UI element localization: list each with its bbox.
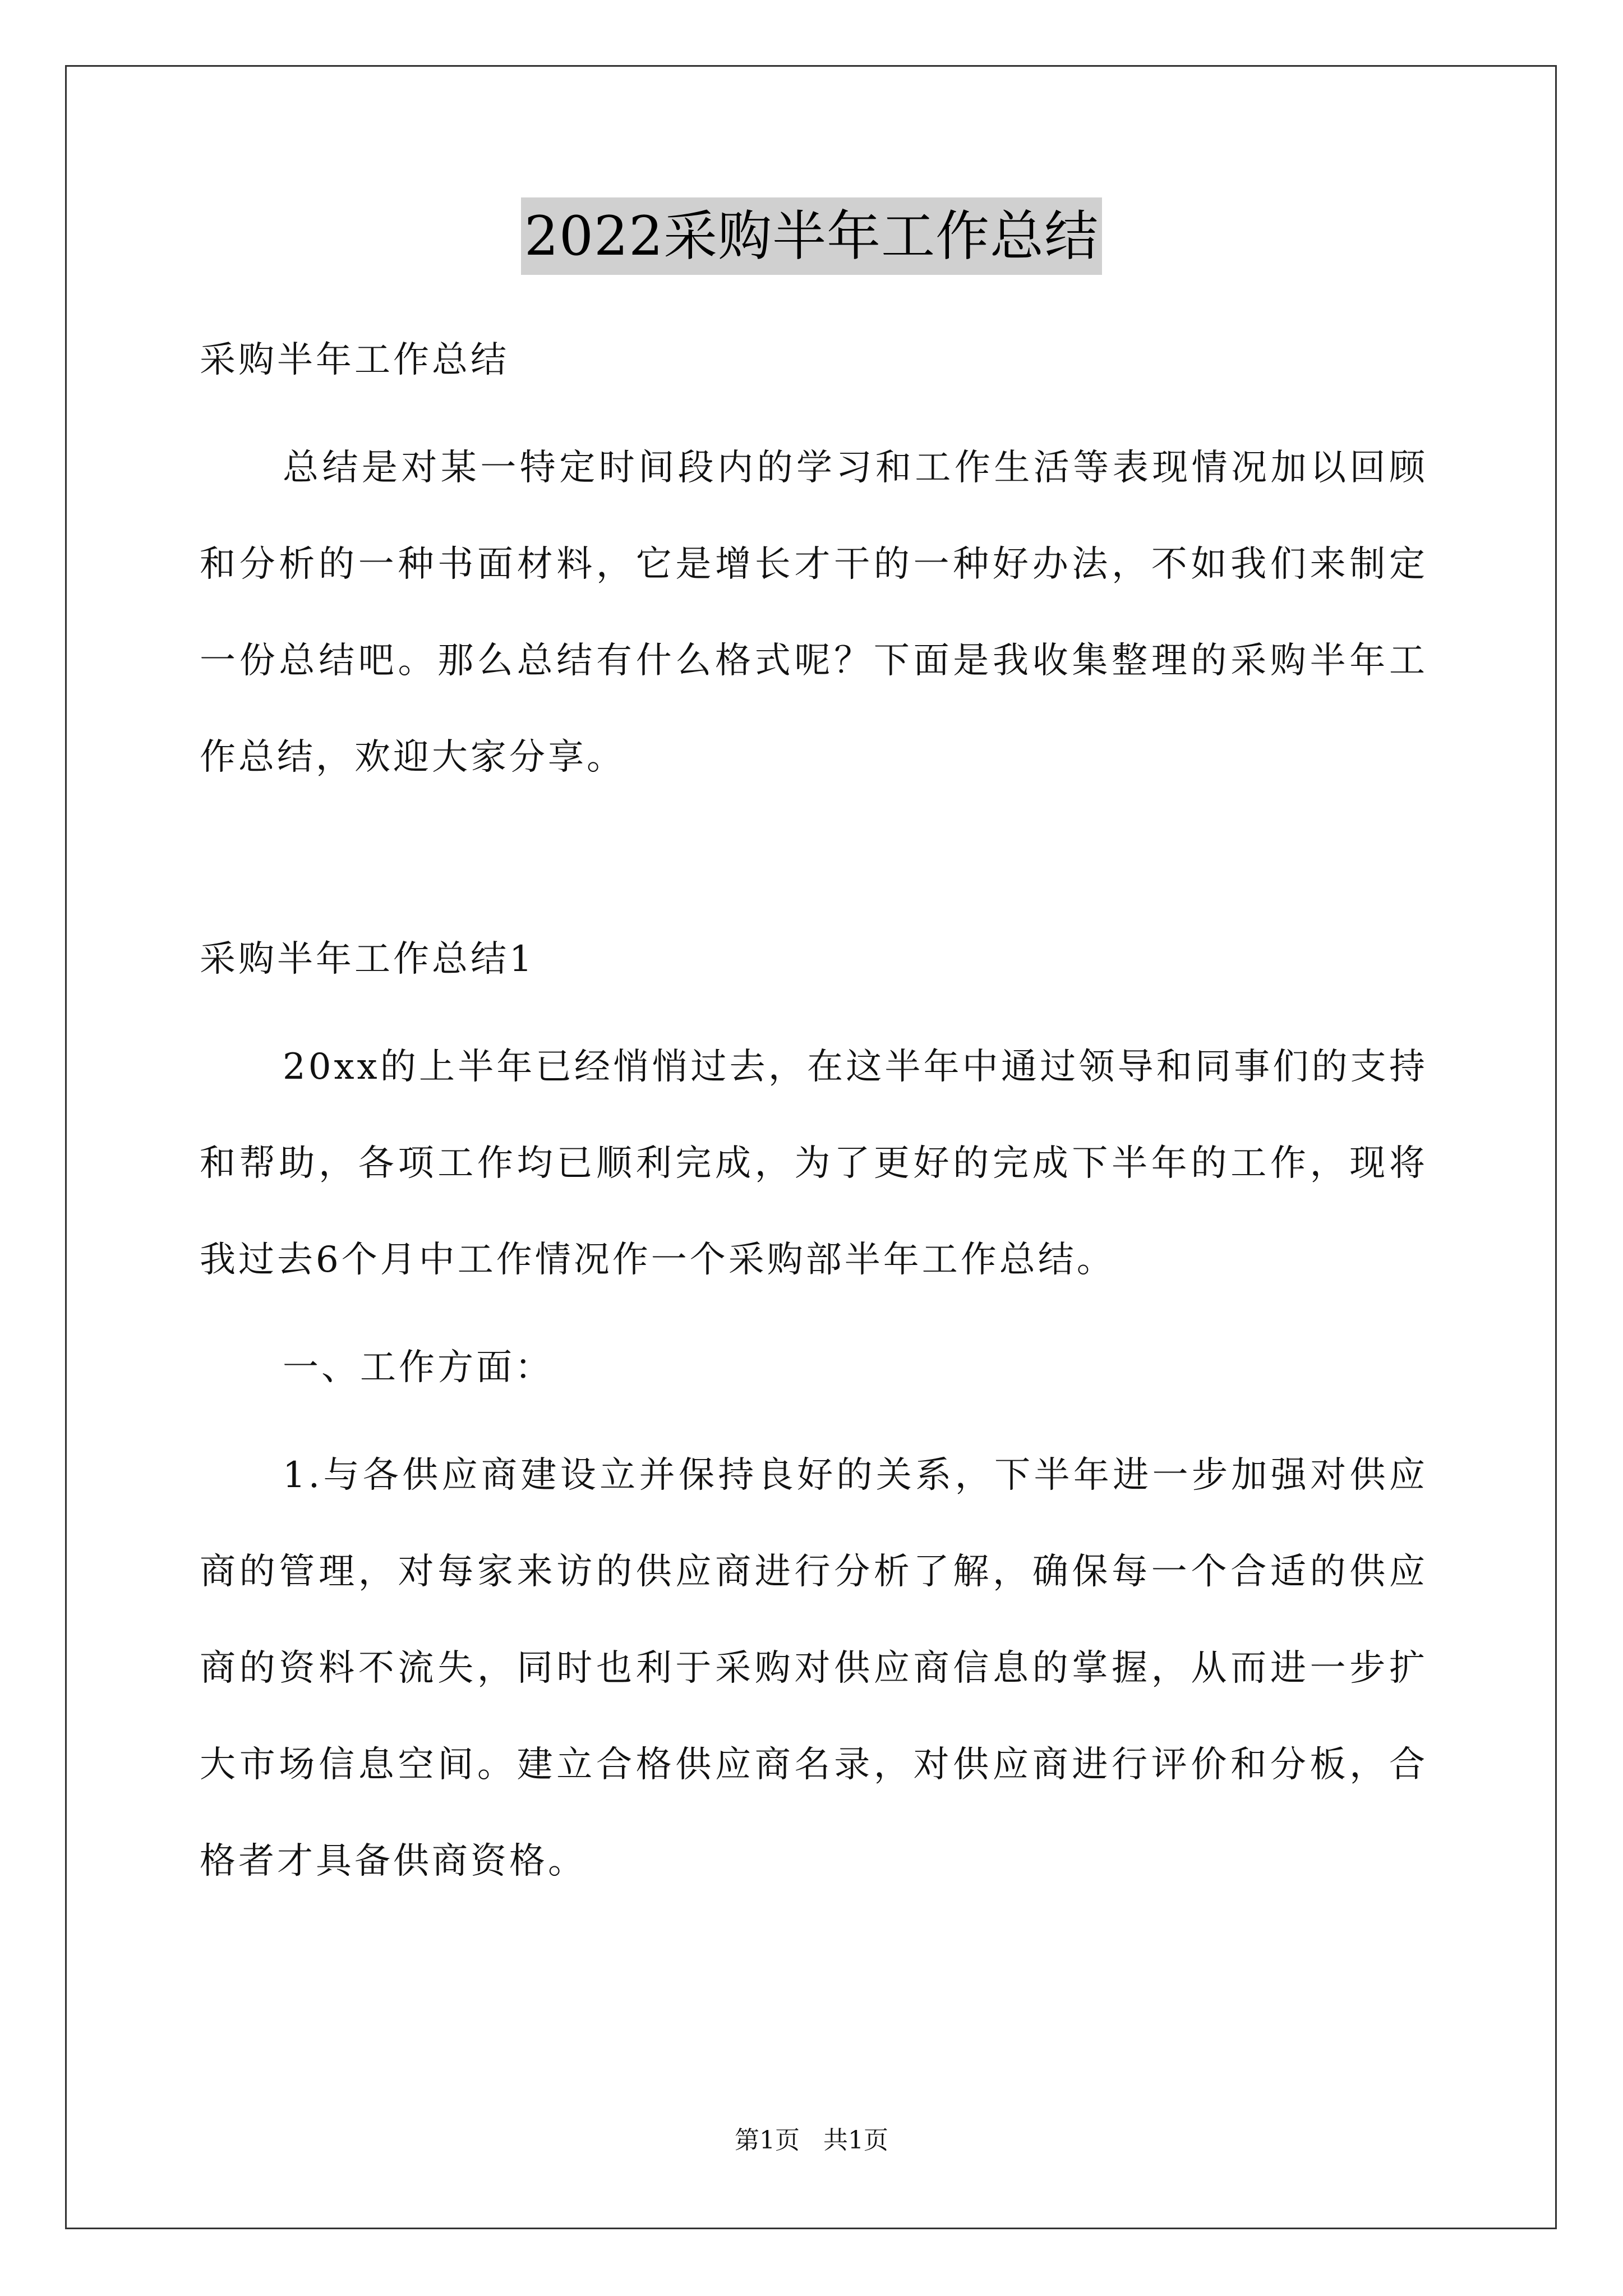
intro-paragraph: 总结是对某一特定时间段内的学习和工作生活等表现情况加以回顾和分析的一种书面材料，它是增长才干的一种好办法，不如我们来制定一份总结吧。那么总结有什么格式呢？下面是我收集整理的采购半年工作总结，欢迎大家分享。 xyxy=(200,447,1428,778)
page-footer xyxy=(0,2124,1623,2157)
section-title: 采购半年工作总结1 xyxy=(200,938,535,980)
document-body xyxy=(200,312,1428,1910)
title-container xyxy=(0,197,1623,275)
page-number-current: 第1页 xyxy=(735,2126,800,2155)
section-heading-work: 一、工作方面： xyxy=(283,1347,554,1388)
page-title: 2022采购半年工作总结 xyxy=(521,197,1102,275)
document-subtitle: 采购半年工作总结 xyxy=(200,339,509,381)
page-number-total: 共1页 xyxy=(823,2126,888,2155)
section-paragraph-2: 1.与各供应商建设立并保持良好的关系，下半年进一步加强对供应商的管理，对每家来访的供应商进行分析了解，确保每一个合适的供应商的资料不流失，同时也利于采购对供应商信息的掌握，从而进一步扩大市场信息空间。建立合格供应商名录，对供应商进行评价和分板，合格者才具备供商资格。 xyxy=(200,1455,1428,1882)
section-paragraph-1: 20xx的上半年已经悄悄过去，在这半年中通过领导和同事们的支持和帮助，各项工作均已顺利完成，为了更好的完成下半年的工作，现将我过去6个月中工作情况作一个采购部半年工作总结。 xyxy=(200,1046,1428,1281)
